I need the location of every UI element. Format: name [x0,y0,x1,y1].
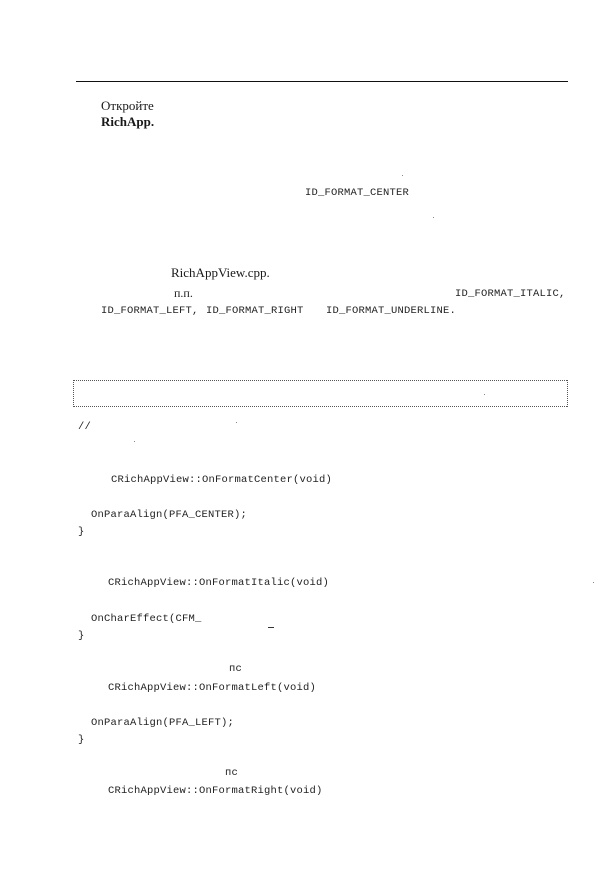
scan-speck [402,175,403,176]
id-format-left: ID_FORMAT_LEFT, [101,305,199,317]
scan-speck [236,422,237,423]
code-right-pc: пс [225,767,239,779]
intro-app-name: RichApp. [101,114,155,129]
code-left-signature: CRichAppView::OnFormatLeft(void) [108,682,317,694]
scan-speck [484,394,485,395]
code-italic-close: } [78,630,85,642]
id-format-center: ID_FORMAT_CENTER [305,187,410,199]
id-format-italic: ID_FORMAT_ITALIC, [455,288,566,300]
code-italic-underscore [268,627,274,628]
code-italic-signature: CRichAppView::OnFormatItalic(void) [108,577,330,589]
dotted-note-box [74,380,567,407]
pp-text: п.п. [174,286,193,300]
code-right-signature: CRichAppView::OnFormatRight(void) [108,785,323,797]
code-left-close: } [78,734,85,746]
intro-open-text: Откройте [101,98,154,113]
id-format-right: ID_FORMAT_RIGHT [206,305,304,317]
code-center-close: } [78,526,85,538]
id-format-underline: ID_FORMAT_UNDERLINE. [326,305,457,317]
header-rule [76,81,568,82]
scan-speck [593,582,594,583]
code-comment: // [78,421,92,433]
code-left-pc: пс [229,663,243,675]
code-italic-body: OnCharEffect(CFM_ [91,613,202,625]
scan-speck [433,217,434,218]
filename-text: RichAppView.cpp. [171,265,270,280]
code-center-body: OnParaAlign(PFA_CENTER); [91,509,248,521]
code-center-signature: CRichAppView::OnFormatCenter(void) [111,474,333,486]
code-left-body: OnParaAlign(PFA_LEFT); [91,717,235,729]
scan-speck [134,441,135,442]
